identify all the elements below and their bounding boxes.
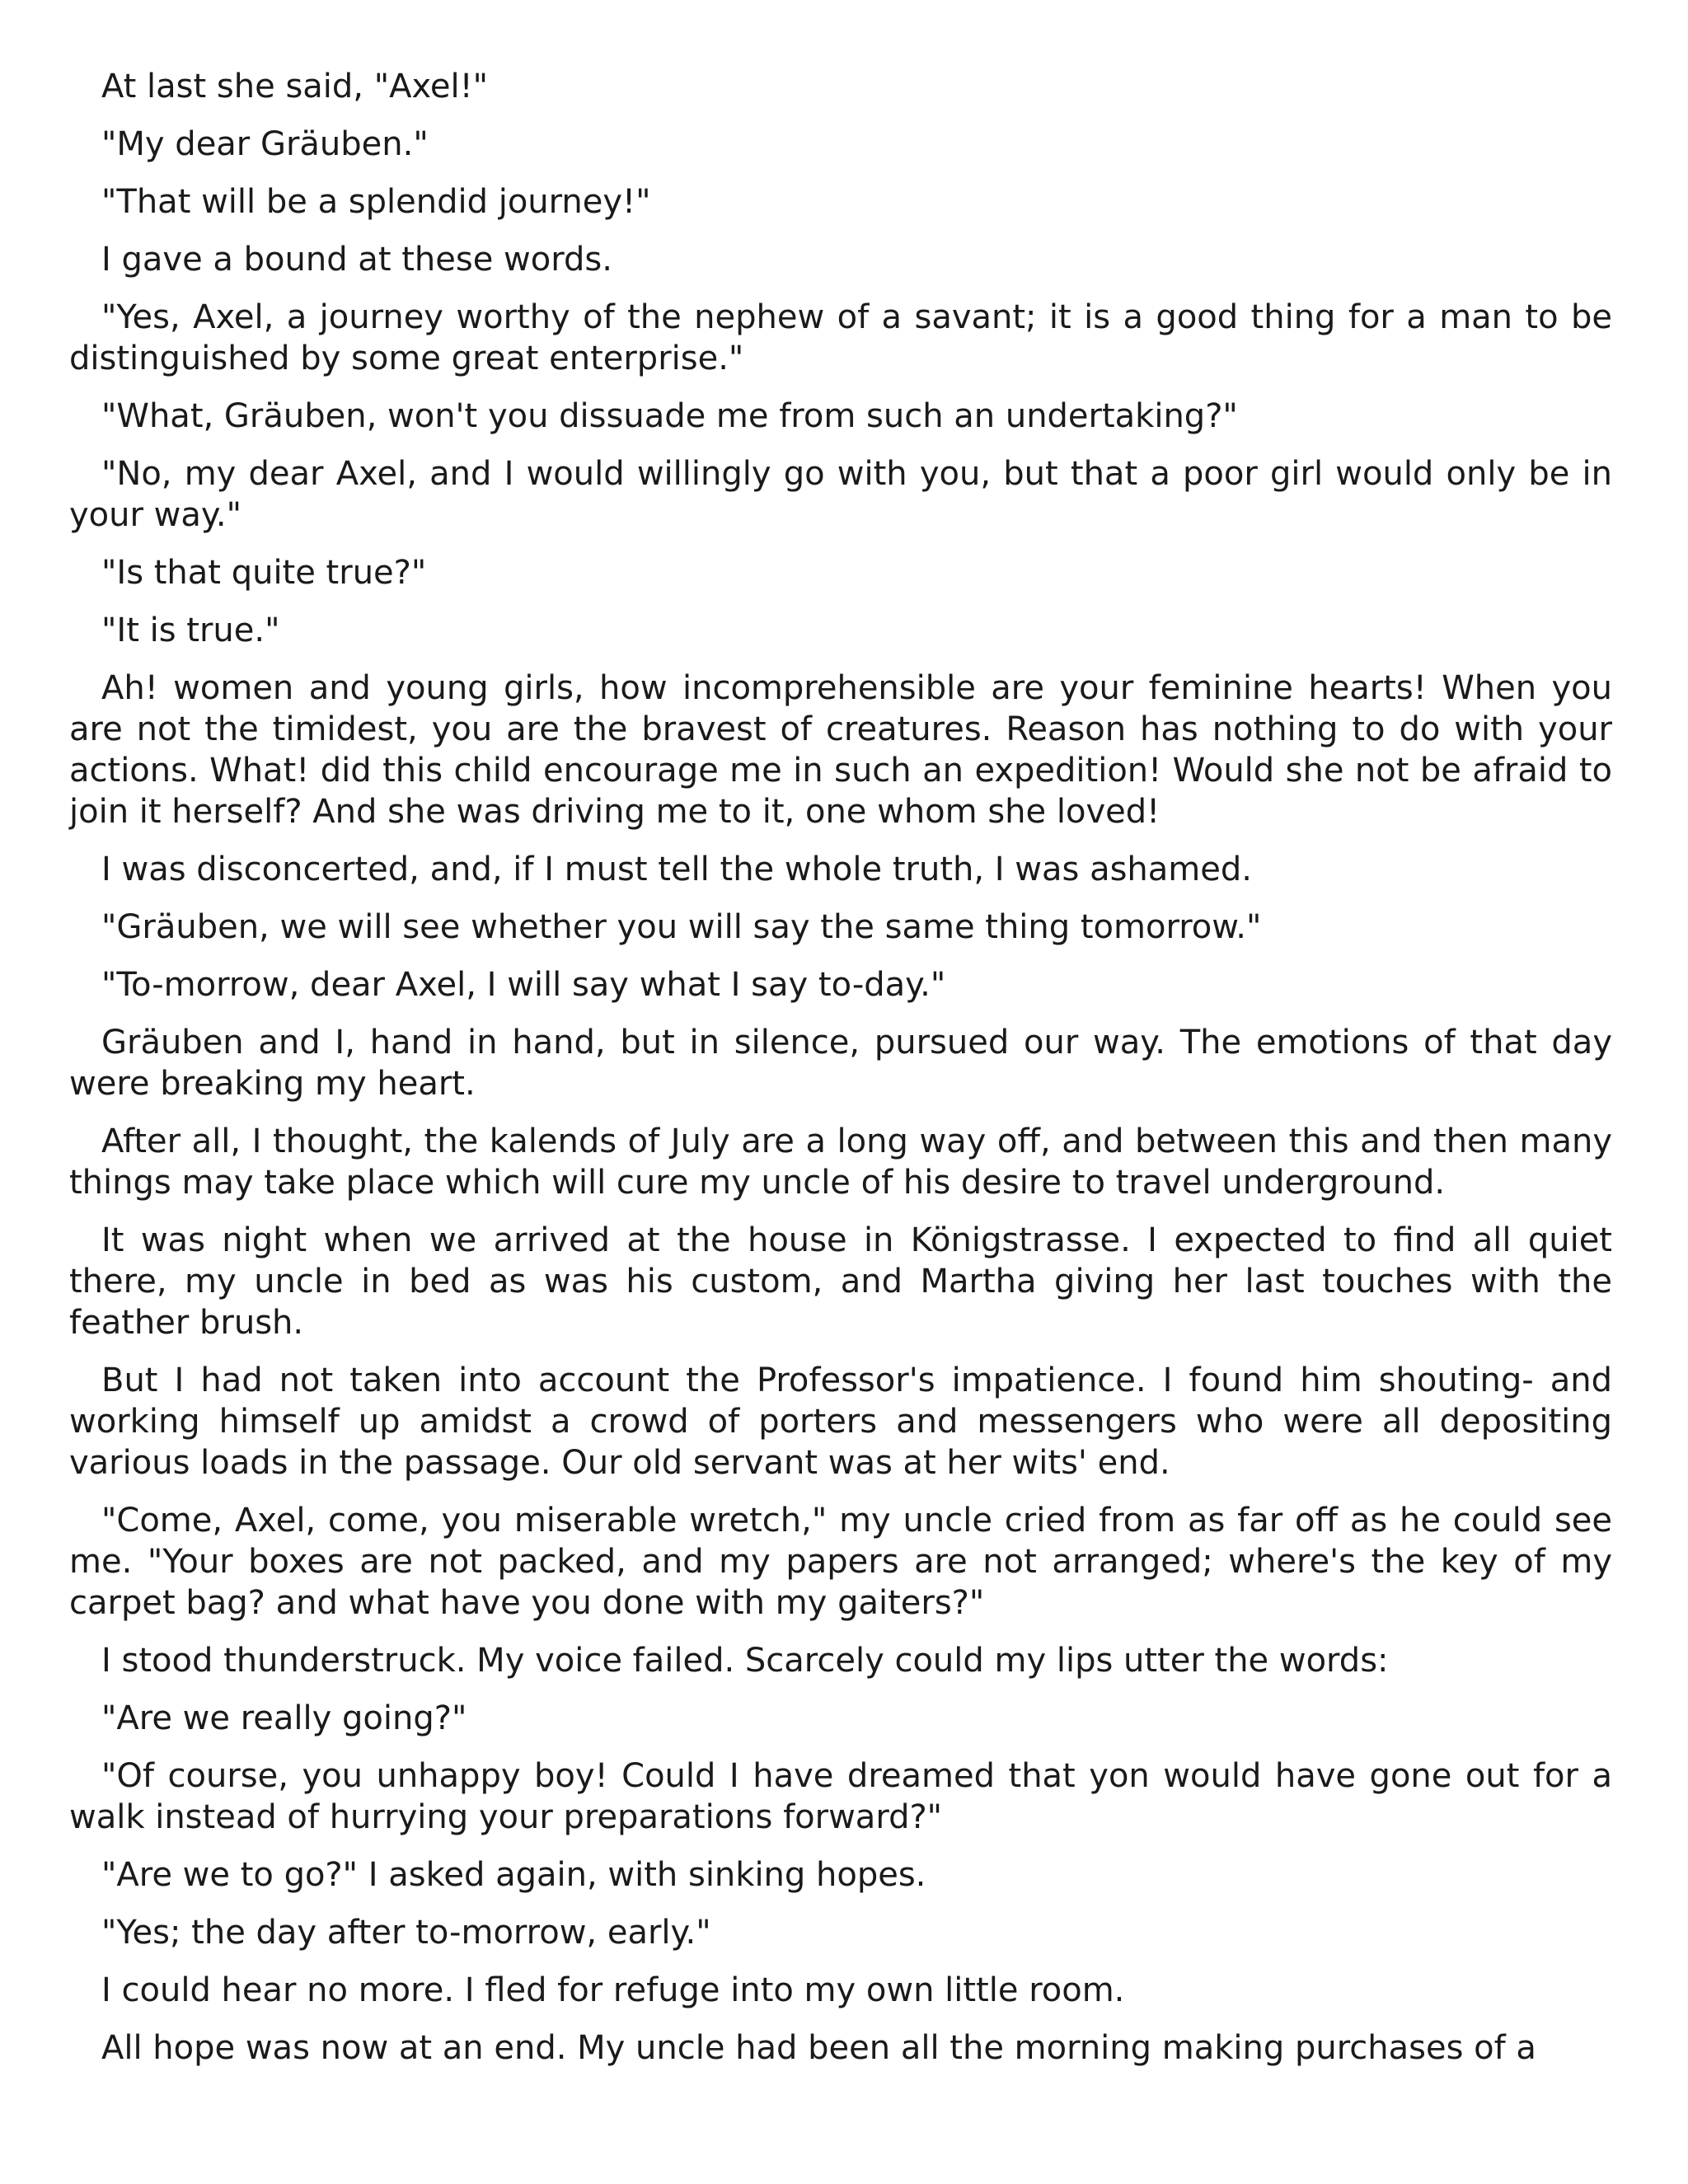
paragraph: "No, my dear Axel, and I would willingly go with you, but that a poor girl would only be in your way." [69, 455, 1612, 534]
paragraph: "To-morrow, dear Axel, I will say what I say to-day." [101, 966, 946, 1004]
paragraph: "That will be a splendid journey!" [101, 183, 651, 221]
paragraph: "My dear Gräuben." [101, 125, 429, 163]
paragraph: I gave a bound at these words. [101, 241, 612, 279]
paragraph: "Gräuben, we will see whether you will say the same thing tomorrow." [101, 908, 1262, 946]
paragraph: "Are we to go?" I asked again, with sinking hopes. [101, 1856, 926, 1894]
paragraph: All hope was now at an end. My uncle had been all the morning making purchases of a [101, 2029, 1536, 2067]
paragraph: "Yes, Axel, a journey worthy of the nephew of a savant; it is a good thing for a man to be distinguished by some great enterprise." [69, 298, 1612, 377]
paragraph: "It is true." [101, 612, 280, 649]
paragraph: "Are we really going?" [101, 1699, 467, 1737]
paragraph: I stood thunderstruck. My voice failed. Scarcely could my lips utter the words: [101, 1642, 1389, 1680]
paragraph: Gräuben and I, hand in hand, but in silence, pursued our way. The emotions of that day were breaking my heart. [69, 1024, 1612, 1103]
paragraph: It was night when we arrived at the house in Königstrasse. I expected to find all quiet there, my uncle in bed as was his custom, and Martha giving her last touches with the feather brush. [69, 1221, 1612, 1342]
paragraph: "What, Gräuben, won't you dissuade me from such an undertaking?" [101, 397, 1238, 435]
paragraph: "Come, Axel, come, you miserable wretch," my uncle cried from as far off as he could see me. "Your boxes are not packed, and my papers are not arranged; where's the key of my carpet bag? and what have you done with my gaiters?" [69, 1502, 1612, 1622]
paragraph: "Is that quite true?" [101, 554, 427, 592]
document-page [69, 66, 1612, 2085]
paragraph: At last she said, "Axel!" [101, 68, 489, 105]
paragraph: "Of course, you unhappy boy! Could I have dreamed that yon would have gone out for a walk instead of hurrying your preparations forward?" [69, 1757, 1612, 1836]
paragraph: I was disconcerted, and, if I must tell the whole truth, I was ashamed. [101, 851, 1252, 888]
paragraph: But I had not taken into account the Professor's impatience. I found him shouting- and working himself up amidst a crowd of porters and messengers who were all depositing various loads in the passage. Our old servant was at her wits' end. [69, 1361, 1612, 1482]
paragraph: Ah! women and young girls, how incomprehensible are your feminine hearts! When you are not the timidest, you are the bravest of creatures. Reason has nothing to do with your actions. What! did this child encourage me in such an expedition! Would she not be afraid to join it herself? And she was driving me to it, one whom she loved! [69, 669, 1612, 831]
paragraph: "Yes; the day after to-morrow, early." [101, 1914, 711, 1952]
paragraph: After all, I thought, the kalends of July are a long way off, and between this and then many things may take place which will cure my uncle of his desire to travel underground. [69, 1122, 1612, 1202]
paragraph: I could hear no more. I fled for refuge into my own little room. [101, 1971, 1125, 2009]
